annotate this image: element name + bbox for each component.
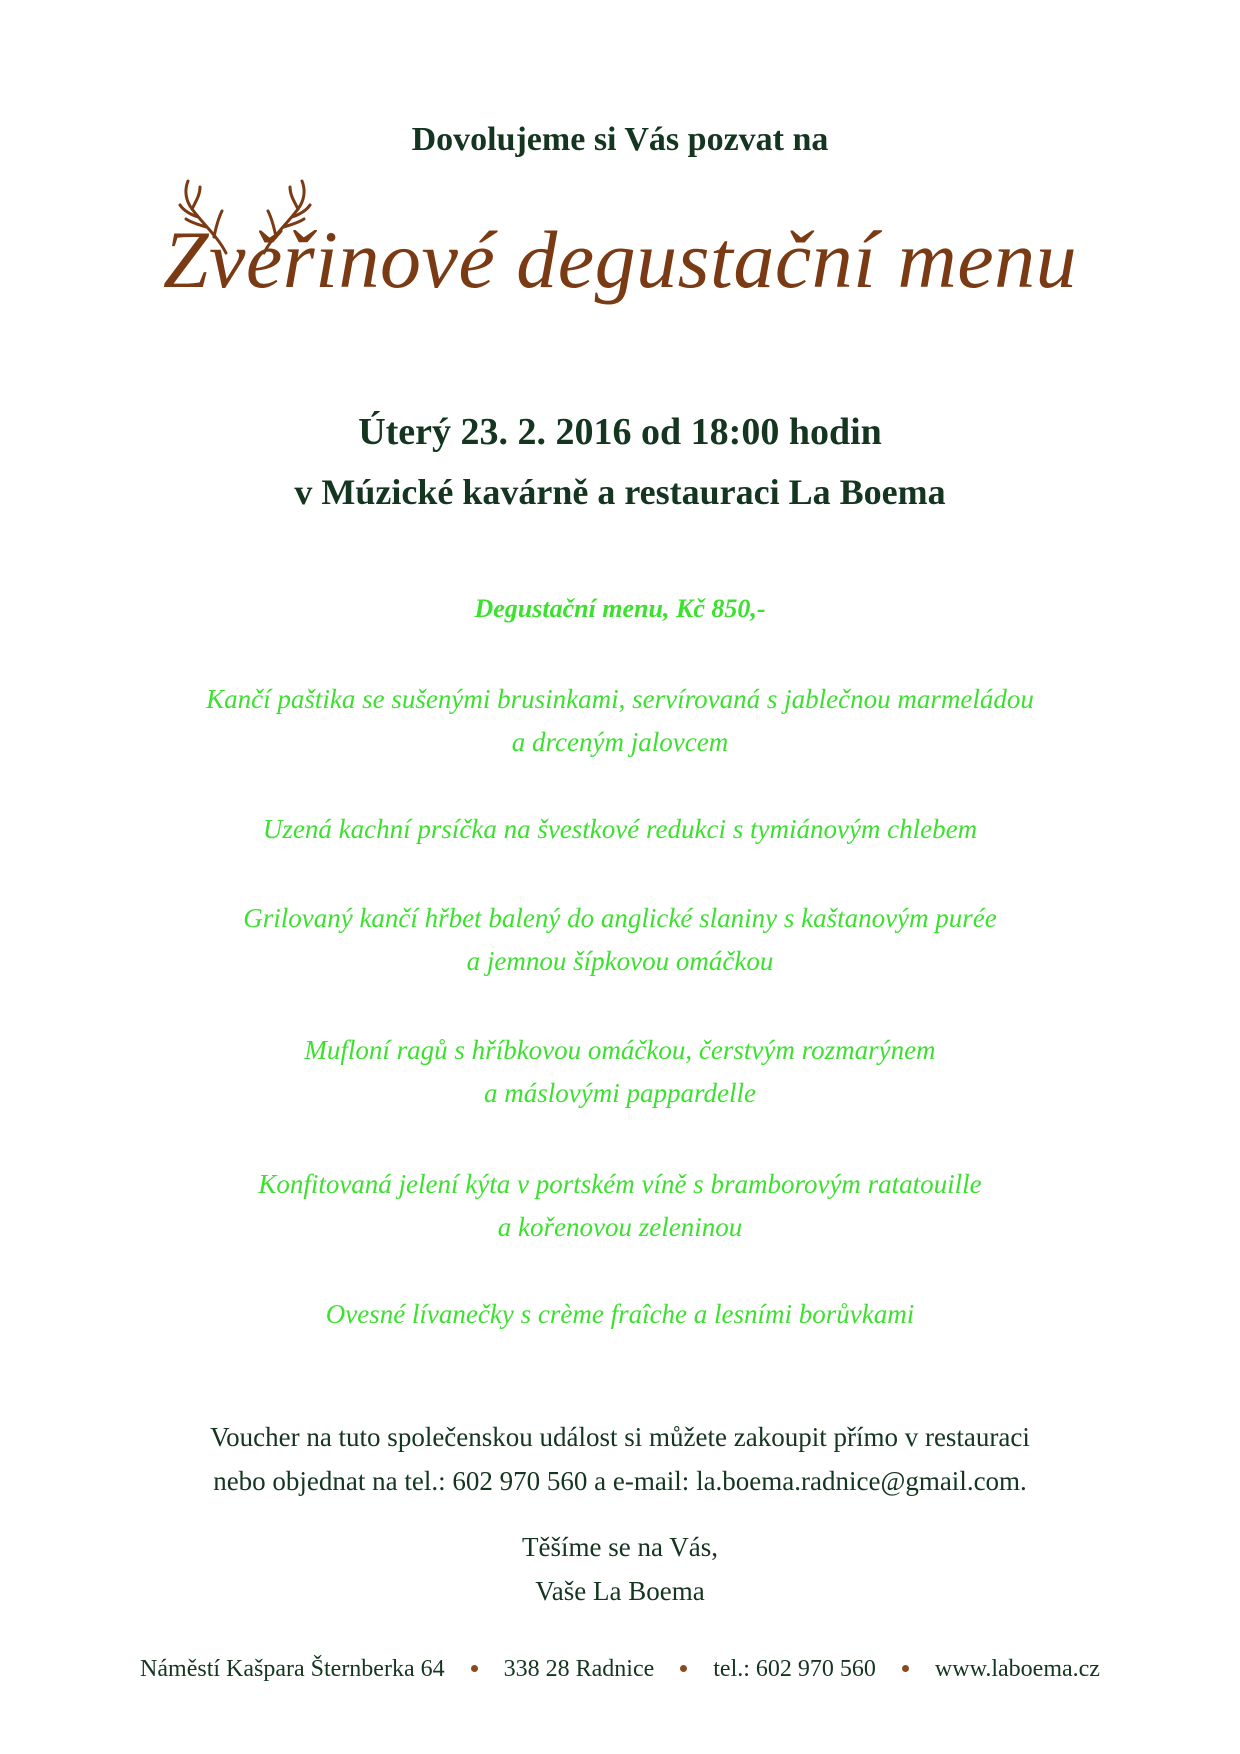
menu-course	[0, 1163, 1240, 1249]
invitation-line: Dovolujeme si Vás pozvat na	[411, 121, 829, 158]
course-line: Konfitovaná jelení kýta v portském víně s bramborovým ratatouille	[258, 1169, 982, 1199]
course-line: Kančí paštika se sušenými brusinkami, servírovaná s jablečnou marmeládou	[206, 684, 1034, 714]
course-line: Ovesné lívanečky s crème fraîche a lesními borůvkami	[325, 1299, 915, 1329]
voucher-text	[0, 1415, 1240, 1503]
title-block	[0, 210, 1240, 310]
menu-course	[0, 897, 1240, 983]
closing-signature: Vaše La Boema	[535, 1576, 705, 1606]
footer-address: Náměstí Kašpara Šternberka 64	[140, 1656, 445, 1682]
page-title: Zvěřinové degustační menu	[162, 214, 1078, 305]
voucher-line: Voucher na tuto společenskou událost si můžete zakoupit přímo v restauraci	[210, 1422, 1030, 1452]
menu-course	[0, 1029, 1240, 1115]
menu-course	[0, 678, 1240, 764]
menu-heading: Degustační menu, Kč 850,-	[474, 594, 766, 623]
event-venue: v Múzické kavárně a restauraci La Boema	[294, 472, 946, 512]
footer-city: 338 28 Radnice	[503, 1656, 655, 1682]
closing-text	[0, 1525, 1240, 1613]
footer-website-link[interactable]: www.laboema.cz	[934, 1656, 1100, 1682]
course-line: Uzená kachní prsíčka na švestkové redukci s tymiánovým chlebem	[262, 814, 978, 844]
course-line: a jemnou šípkovou omáčkou	[466, 946, 774, 976]
bullet-dot-icon	[680, 1665, 687, 1672]
bullet-dot-icon	[902, 1665, 909, 1672]
footer-phone: tel.: 602 970 560	[713, 1656, 876, 1682]
footer-contact	[0, 1652, 1240, 1686]
event-date: Úterý 23. 2. 2016 od 18:00 hodin	[358, 411, 882, 453]
menu-course	[0, 808, 1240, 851]
menu-course	[0, 1293, 1240, 1336]
course-line: a kořenovou zeleninou	[497, 1212, 743, 1242]
course-line: Mufloní ragů s hříbkovou omáčkou, čerstvým rozmarýnem	[304, 1035, 936, 1065]
closing-greeting: Těšíme se na Vás,	[522, 1532, 718, 1562]
bullet-dot-icon	[471, 1665, 478, 1672]
course-line: a máslovými pappardelle	[484, 1078, 756, 1108]
course-line: Grilovaný kančí hřbet balený do anglické slaniny s kaštanovým purée	[243, 903, 997, 933]
course-line: a drceným jalovcem	[511, 727, 729, 757]
voucher-line: nebo objednat na tel.: 602 970 560 a e-mail: la.boema.radnice@gmail.com.	[213, 1466, 1027, 1496]
